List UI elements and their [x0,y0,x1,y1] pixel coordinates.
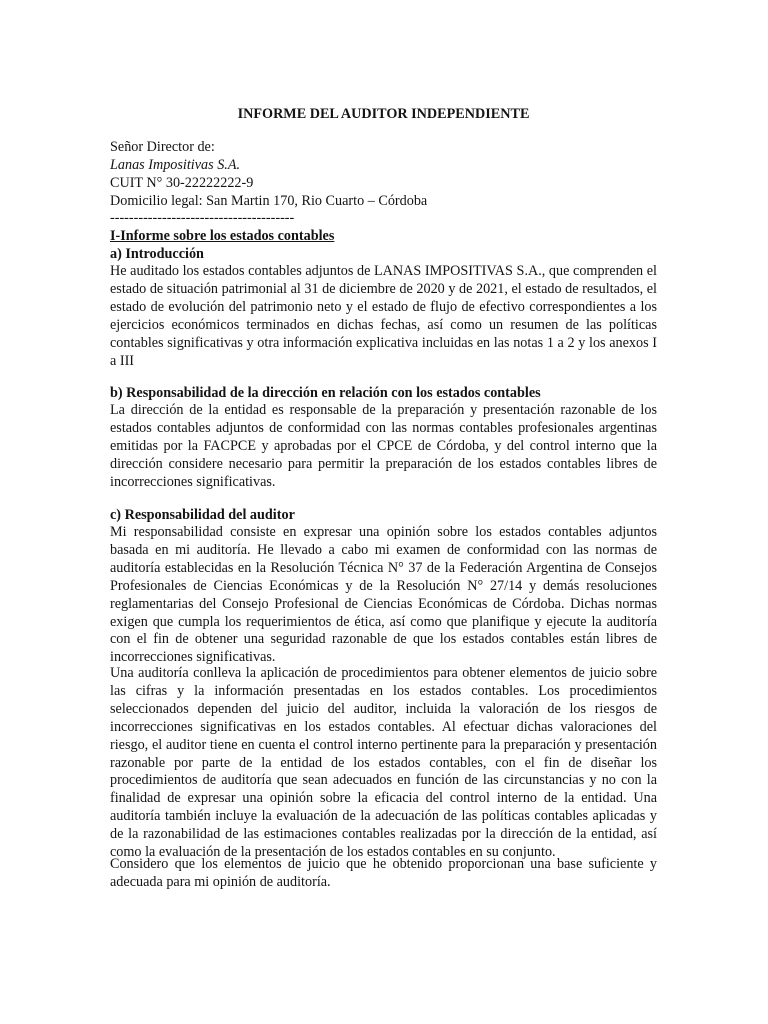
subsection-heading-auditor: c) Responsabilidad del auditor [110,507,295,523]
section-heading-report: I-Informe sobre los estados contables [110,228,335,244]
recipient-company: Lanas Impositivas S.A. [110,157,241,173]
recipient-address: Domicilio legal: San Martin 170, Rio Cuarto – Córdoba [110,193,428,209]
separator-line: --------------------------------------- [110,210,295,226]
document-title: INFORME DEL AUDITOR INDEPENDIENTE [237,106,530,122]
management-paragraph: La dirección de la entidad es responsable de la preparación y presentación razonable de los estados contables adjuntos de conformidad con las normas contables profesionales argentinas emitidas por la FACPCE y aprobadas por el CPCE de Córdoba, y del control interno que la dirección considere necesario para permitir la preparación de los estados contables libres de incorrecciones significativas. [110,402,657,490]
subsection-heading-intro: a) Introducción [110,246,204,262]
recipient-salutation: Señor Director de: [110,139,215,155]
auditor-paragraph-1: Mi responsabilidad consiste en expresar una opinión sobre los estados contables adjuntos basada en mi auditoría. He llevado a cabo mi examen de conformidad con las normas de auditoría establecidas en la Resolución Técnica N° 37 de la Federación Argentina de Consejos Profesionales de Ciencias Económicas y de la Resolución N° 27/14 y demás resoluciones reglamentarias del Consejo Profesional de Ciencias Económicas de Córdoba. Dichas normas exigen que cumpla los requerimientos de ética, así como que planifique y ejecute la auditoría con el fin de obtener una seguridad razonable de que los estados contables están libres de incorrecciones significativas. [110,524,657,666]
intro-paragraph: He auditado los estados contables adjuntos de LANAS IMPOSITIVAS S.A., que comprenden el estado de situación patrimonial al 31 de diciembre de 2020 y de 2021, el estado de resultados, el estado de evolución del patrimonio neto y el estado de flujo de efectivo correspondientes a los ejercicios económicos terminados en dichas fechas, así como un resumen de las políticas contables significativas y otra información explicativa incluidas en las notas 1 a 2 y los anexos I a III [110,263,657,369]
subsection-heading-management: b) Responsabilidad de la dirección en relación con los estados contables [110,385,541,401]
auditor-paragraph-3: Considero que los elementos de juicio que he obtenido proporcionan una base suficiente y adecuada para mi opinión de auditoría. [110,856,657,890]
auditor-paragraph-2: Una auditoría conlleva la aplicación de procedimientos para obtener elementos de juicio sobre las cifras y la información presentadas en los estados contables. Los procedimientos seleccionados dependen del juicio del auditor, incluida la valoración de los riesgos de incorrecciones significativas en los estados contables. Al efectuar dichas valoraciones del riesgo, el auditor tiene en cuenta el control interno pertinente para la preparación y presentación razonable por parte de la entidad de los estados contables, con el fin de diseñar los procedimientos de auditoría que sean adecuados en función de las circunstancias y no con la finalidad de expresar una opinión sobre la eficacia del control interno de la entidad. Una auditoría también incluye la evaluación de la adecuación de las políticas contables aplicadas y de la razonabilidad de las estimaciones contables realizadas por la dirección de la entidad, así como la evaluación de la presentación de los estados contables en su conjunto. [110,665,657,861]
recipient-cuit: CUIT N° 30-22222222-9 [110,175,254,191]
